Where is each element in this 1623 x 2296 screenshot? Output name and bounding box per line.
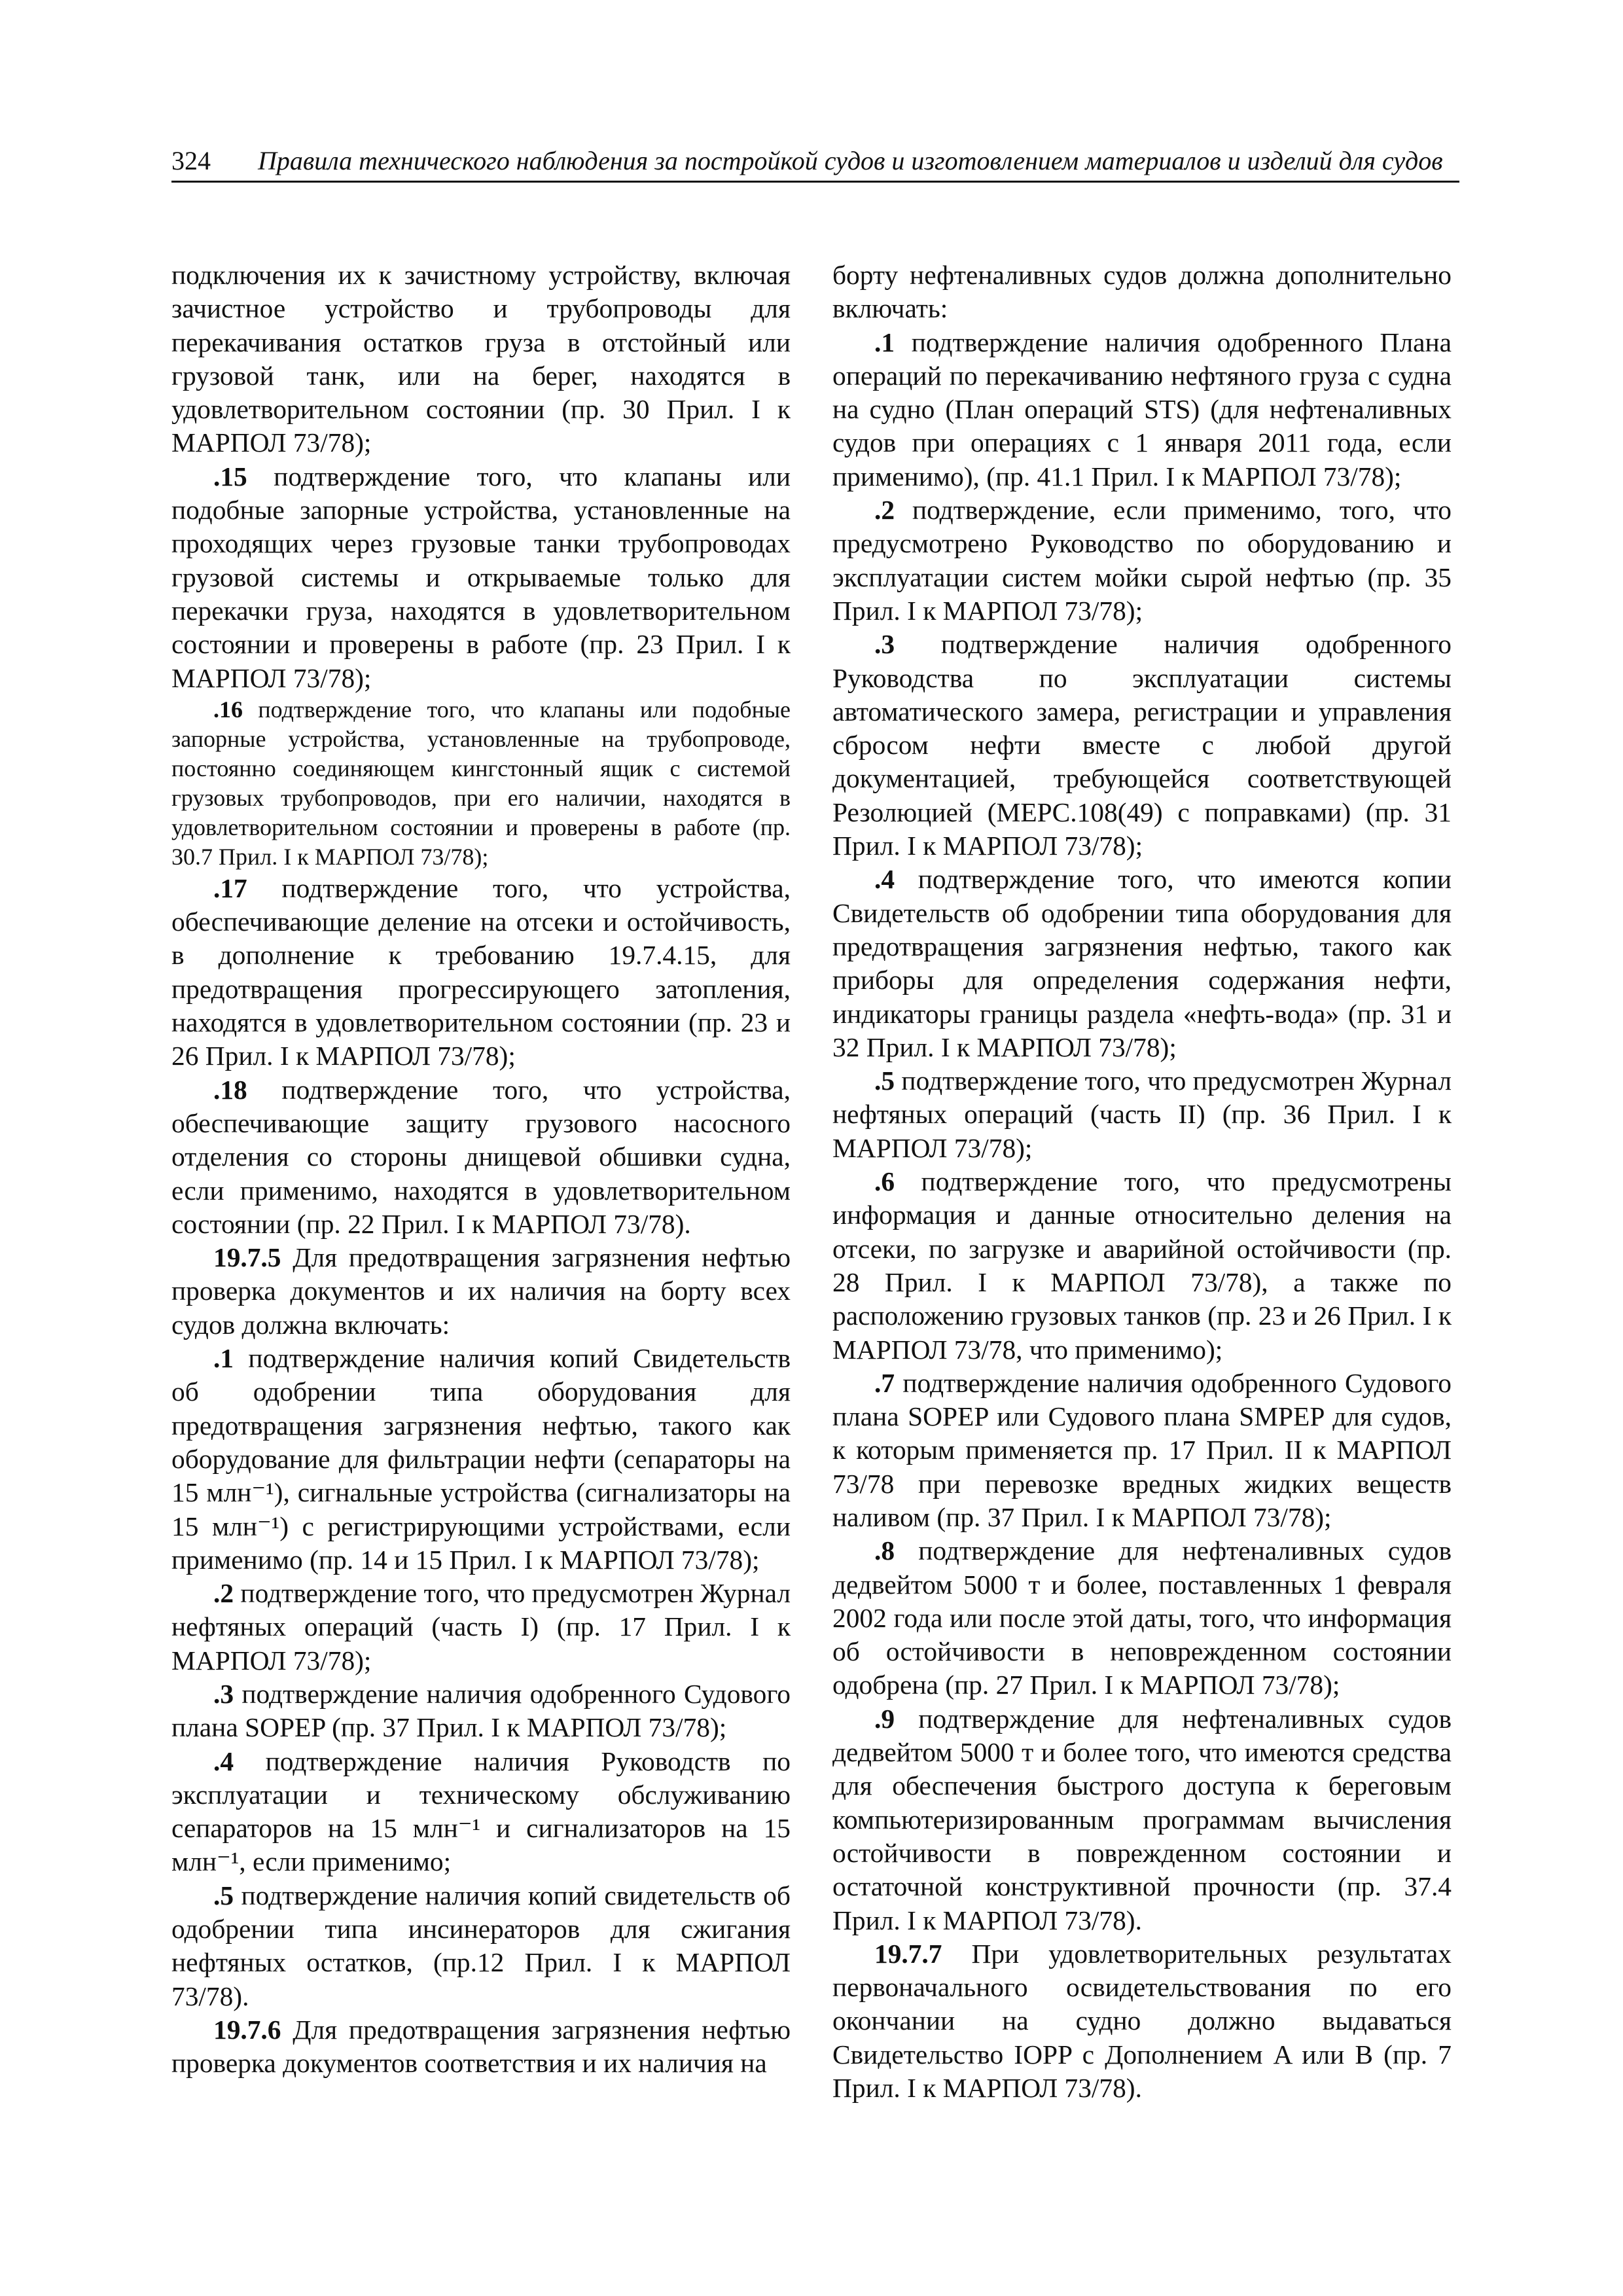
clause-number: 19.7.7 (874, 1938, 942, 1969)
paragraph (832, 493, 1452, 628)
paragraph (171, 1241, 791, 1342)
clause-number: .2 (874, 495, 895, 526)
clause-number: .1 (213, 1343, 234, 1374)
clause-number: .5 (874, 1066, 895, 1096)
paragraph-text: Для предотвращения загрязнения нефтью проверка документов и их наличия на борту всех судов должна включать: (171, 1242, 791, 1340)
paragraph-text: При удовлетворительных результатах первоначального освидетельствования по его окончании на судно должно выдаваться Свидетельство IOPP с Дополнением A или B (пр. 7 Прил. I к МАРПОЛ 73/78). (832, 1938, 1452, 2104)
paragraph-text: борту нефтеналивных судов должна дополнительно включать: (832, 260, 1452, 324)
paragraph (832, 1165, 1452, 1367)
paragraph-text: подтверждение для нефтеналивных судов дедвейтом 5000 т и более, поставленных 1 февраля 2002 года или после этой даты, того, что информация об остойчивости в неповрежденном состоянии одобрена (пр. 27 Прил. I к МАРПОЛ 73/78); (832, 1535, 1452, 1700)
paragraph-text: подтверждение того, что клапаны или подобные запорные устройства, установленные на трубопроводе, постоянно соединяющем кингстонный ящик с системой грузовых трубопроводов, при его наличии, находятся в удовлетворительном состоянии и проверены в работе (пр. 30.7 Прил. I к МАРПОЛ 73/78); (171, 696, 791, 870)
paragraph (832, 1937, 1452, 2105)
clause-number: .16 (213, 696, 243, 723)
clause-number: .9 (874, 1703, 895, 1734)
paragraph-text: подтверждение того, что предусмотрен Журнал нефтяных операций (часть I) (пр. 17 Прил. I к МАРПОЛ 73/78); (171, 1578, 791, 1676)
paragraph-text: подтверждение наличия одобренного Плана операций по перекачиванию нефтяного груза с судна на судно (План операций STS) (для нефтеналивных судов при операциях с 1 января 2011 года, если применимо), (пр. 41.1 Прил. I к МАРПОЛ 73/78); (832, 327, 1452, 492)
clause-number: .6 (874, 1166, 895, 1197)
right-column (832, 259, 1452, 2105)
clause-number: .2 (213, 1578, 234, 1609)
clause-number: 19.7.6 (213, 2014, 281, 2045)
paragraph-text: подтверждение того, что предусмотрен Журнал нефтяных операций (часть II) (пр. 36 Прил. I к МАРПОЛ 73/78); (832, 1066, 1452, 1163)
running-title: Правила технического наблюдения за постройкой судов и изготовлением материалов и изделий для судов (258, 146, 1443, 175)
paragraph (832, 326, 1452, 493)
page-header (171, 145, 1459, 177)
paragraph (171, 2013, 791, 2081)
paragraph-text: подтверждение наличия копий Свидетельств об одобрении типа оборудования для предотвращения загрязнения нефтью, такого как оборудование для фильтрации нефти (сепараторы на 15 млн⁻¹), сигнальные устройства (сигнализаторы на 15 млн⁻¹) с регистрирующими устройствами, если применимо (пр. 14 и 15 Прил. I к МАРПОЛ 73/78); (171, 1343, 791, 1575)
paragraph-text: подтверждение наличия Руководств по эксплуатации и техническому обслуживанию сепараторов на 15 млн⁻¹ и сигнализаторов на 15 млн⁻¹, если применимо; (171, 1746, 791, 1877)
clause-number: .5 (213, 1880, 234, 1910)
paragraph (171, 1577, 791, 1677)
clause-number: .7 (874, 1367, 895, 1398)
paragraph (832, 863, 1452, 1064)
paragraph (832, 1367, 1452, 1534)
clause-number: .15 (213, 461, 247, 492)
paragraph (171, 1745, 791, 1879)
left-column (171, 259, 791, 2081)
paragraph (832, 259, 1452, 326)
paragraph-text: подтверждение того, что клапаны или подобные запорные устройства, установленные на проходящих через грузовые танки трубопроводах грузовой системы и открываемые только для перекачки груза, находятся в удовлетворительном состоянии и проверены в работе (пр. 23 Прил. I к МАРПОЛ 73/78); (171, 461, 791, 693)
paragraph (171, 872, 791, 1073)
paragraph-text: подтверждение того, что устройства, обеспечивающие защиту грузового насосного отделения со стороны днищевой обшивки судна, если применимо, находятся в удовлетворительном состоянии (пр. 22 Прил. I к МАРПОЛ 73/78). (171, 1074, 791, 1239)
clause-number: 19.7.5 (213, 1242, 281, 1273)
paragraph (171, 460, 791, 695)
paragraph-text: подтверждение наличия одобренного Судового плана SOPEP (пр. 37 Прил. I к МАРПОЛ 73/78); (171, 1678, 791, 1743)
paragraph-text: подтверждение наличия одобренного Судового плана SOPEP или Судового плана SMPEP для судов, к которым применяется пр. 17 Прил. II к МАРПОЛ 73/78 при перевозке вредных жидких веществ наливом (пр. 37 Прил. I к МАРПОЛ 73/78); (832, 1367, 1452, 1532)
paragraph (832, 1702, 1452, 1937)
paragraph (832, 1064, 1452, 1165)
paragraph-text: подтверждение, если применимо, того, что предусмотрено Руководство по оборудованию и эксплуатации систем мойки сырой нефтью (пр. 35 Прил. I к МАРПОЛ 73/78); (832, 495, 1452, 626)
paragraph-text: подтверждение для нефтеналивных судов дедвейтом 5000 т и более того, что имеются средства для обеспечения быстрого доступа к береговым компьютеризированным программам вычисления остойчивости в поврежденном состоянии и остаточной конструктивной прочности (пр. 37.4 Прил. I к МАРПОЛ 73/78). (832, 1703, 1452, 1935)
paragraph (171, 1073, 791, 1241)
clause-number: .3 (874, 629, 895, 660)
paragraph-text: подтверждение того, что предусмотрены информация и данные относительно деления на отсеки, по загрузке и аварийной остойчивости (пр. 28 Прил. I к МАРПОЛ 73/78), а также по расположению грузовых танков (пр. 23 и 26 Прил. I к МАРПОЛ 73/78, что применимо); (832, 1166, 1452, 1365)
paragraph (171, 1677, 791, 1745)
paragraph (832, 628, 1452, 863)
clause-number: .3 (213, 1678, 234, 1709)
paragraph-text: подтверждение того, что устройства, обеспечивающие деление на отсеки и остойчивость, в дополнение к требованию 19.7.4.15, для предотвращения прогрессирующего затопления, находятся в удовлетворительном состоянии (пр. 23 и 26 Прил. I к МАРПОЛ 73/78); (171, 872, 791, 1071)
paragraph (171, 259, 791, 460)
paragraph-text: подключения их к зачистному устройству, включая зачистное устройство и трубопроводы для перекачивания остатков груза в отстойный или грузовой танк, или на берег, находятся в удовлетворительном состоянии (пр. 30 Прил. I к МАРПОЛ 73/78); (171, 260, 791, 458)
clause-number: .4 (213, 1746, 234, 1776)
clause-number: .17 (213, 872, 247, 903)
paragraph (171, 1879, 791, 2013)
paragraph (171, 695, 791, 872)
header-rule (171, 181, 1459, 183)
paragraph-text: подтверждение того, что имеются копии Свидетельств об одобрении типа оборудования для предотвращения загрязнения нефтью, такого как приборы для определения содержания нефти, индикаторы границы раздела «нефть-вода» (пр. 31 и 32 Прил. I к МАРПОЛ 73/78); (832, 864, 1452, 1062)
paragraph (171, 1342, 791, 1577)
clause-number: .1 (874, 327, 895, 357)
page-number: 324 (171, 146, 211, 175)
paragraph-text: подтверждение наличия одобренного Руководства по эксплуатации системы автоматического замера, регистрации и управления сбросом нефти вместе с любой другой документацией, требующейся соответствующей Резолюцией (MEPC.108(49) с поправками) (пр. 31 Прил. I к МАРПОЛ 73/78); (832, 629, 1452, 861)
paragraph-text: подтверждение наличия копий свидетельств об одобрении типа инсинераторов для сжигания нефтяных остатков, (пр.12 Прил. I к МАРПОЛ 73/78). (171, 1880, 791, 2011)
clause-number: .4 (874, 864, 895, 895)
paragraph (832, 1534, 1452, 1702)
paragraph-text: Для предотвращения загрязнения нефтью проверка документов соответствия и их наличия на (171, 2014, 791, 2079)
clause-number: .8 (874, 1535, 895, 1566)
clause-number: .18 (213, 1074, 247, 1105)
